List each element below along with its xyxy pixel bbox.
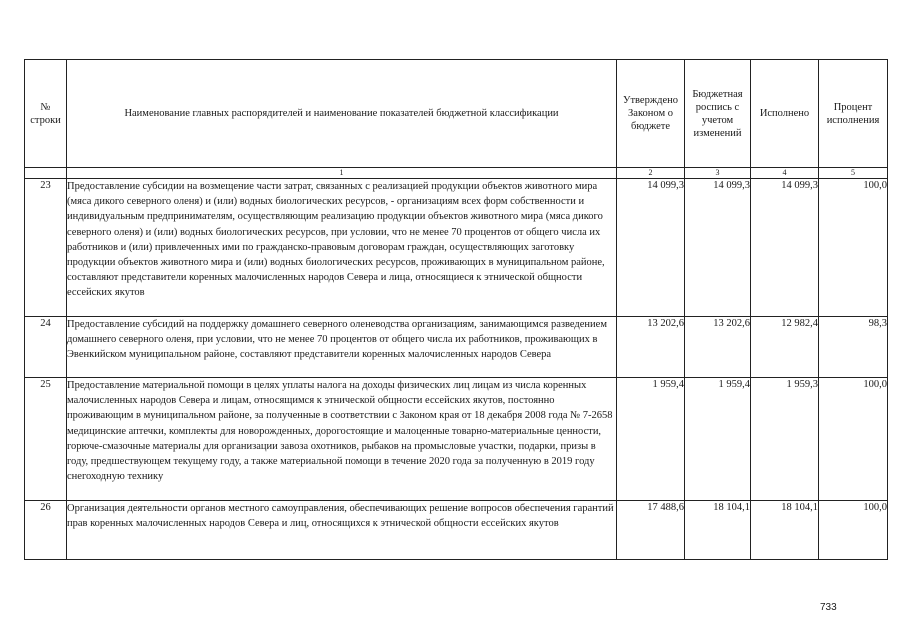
column-number: 2 — [617, 168, 685, 179]
row-percent: 100,0 — [819, 378, 888, 501]
header-name: Наименование главных распорядителей и наименование показателей бюджетной классификации — [67, 60, 617, 168]
row-number: 23 — [25, 179, 67, 317]
row-approved: 17 488,6 — [617, 501, 685, 560]
column-number-row — [25, 168, 888, 179]
row-executed: 18 104,1 — [751, 501, 819, 560]
header-approved: Утверждено Законом о бюджете — [617, 60, 685, 168]
row-number: 24 — [25, 317, 67, 378]
budget-execution-table — [24, 59, 888, 560]
row-number: 25 — [25, 378, 67, 501]
table-row — [25, 501, 888, 560]
row-number: 26 — [25, 501, 67, 560]
column-number: 5 — [819, 168, 888, 179]
row-revised: 18 104,1 — [685, 501, 751, 560]
row-revised: 14 099,3 — [685, 179, 751, 317]
row-name: Организация деятельности органов местного самоуправления, обеспечивающих решение вопросов обеспечения гарантий прав коренных малочисленных народов Севера и лиц, относящихся к этнической общности ессейских якутов — [67, 501, 617, 560]
row-percent: 98,3 — [819, 317, 888, 378]
column-number: 1 — [67, 168, 617, 179]
row-name: Предоставление субсидии на возмещение части затрат, связанных с реализацией продукции объектов животного мира (мяса дикого северного оленя) и (или) водных биологических ресурсов, - организациям всех форм собственности и индивидуальным предпринимателям, осуществляющим реализацию продукции объектов животного мира (мяса дикого северного оленя) и (или) водных биологических ресурсов, при условии, что не менее 70 процентов от общего числа их работников и (или) привлеченных ими по гражданско-правовым договорам граждан, осуществляющих заготовку продукции объектов животного мира и (или) водных биологических ресурсов, проживающих в муниципальном районе, составляют представители коренных малочисленных народов Севера и лица, относящиеся к этнической общности ессейских якутов — [67, 179, 617, 317]
row-approved: 1 959,4 — [617, 378, 685, 501]
header-executed: Исполнено — [751, 60, 819, 168]
row-percent: 100,0 — [819, 179, 888, 317]
row-name: Предоставление субсидий на поддержку домашнего северного оленеводства организациям, занимающимся разведением домашнего северного оленя, при условии, что не менее 70 процентов от общего числа их работников, проживающих в Эвенкийском муниципальном районе, составляют представители коренных малочисленных народов Севера — [67, 317, 617, 378]
row-approved: 13 202,6 — [617, 317, 685, 378]
header-revised: Бюджетная роспись с учетом изменений — [685, 60, 751, 168]
row-revised: 13 202,6 — [685, 317, 751, 378]
page-number: 733 — [820, 602, 837, 613]
header-row — [25, 60, 888, 168]
table-row — [25, 179, 888, 317]
column-number: 3 — [685, 168, 751, 179]
row-percent: 100,0 — [819, 501, 888, 560]
column-number: 4 — [751, 168, 819, 179]
row-revised: 1 959,4 — [685, 378, 751, 501]
header-percent: Процент исполнения — [819, 60, 888, 168]
row-executed: 1 959,3 — [751, 378, 819, 501]
row-approved: 14 099,3 — [617, 179, 685, 317]
header-row-number: № строки — [25, 60, 67, 168]
table-row — [25, 378, 888, 501]
row-name: Предоставление материальной помощи в целях уплаты налога на доходы физических лиц лицам из числа коренных малочисленных народов Севера и лицам, относящимся к этнической общности ессейских якутов, постоянно проживающим в муниципальном районе, за полученные в соответствии с Законом края от 18 декабря 2008 года № 7-2658 медицинские аптечки, комплекты для новорожденных, дорогостоящие и малоценные товарно-материальные ценности, горюче-смазочные материалы для организации завоза охотников, рыбаков на промысловые участки, подарки, призы в году, предшествующем текущему году, а также материальной помощи в течение 2020 года за полученную в 2019 году снегоходную технику — [67, 378, 617, 501]
table-row — [25, 317, 888, 378]
row-executed: 12 982,4 — [751, 317, 819, 378]
row-executed: 14 099,3 — [751, 179, 819, 317]
column-number — [25, 168, 67, 179]
